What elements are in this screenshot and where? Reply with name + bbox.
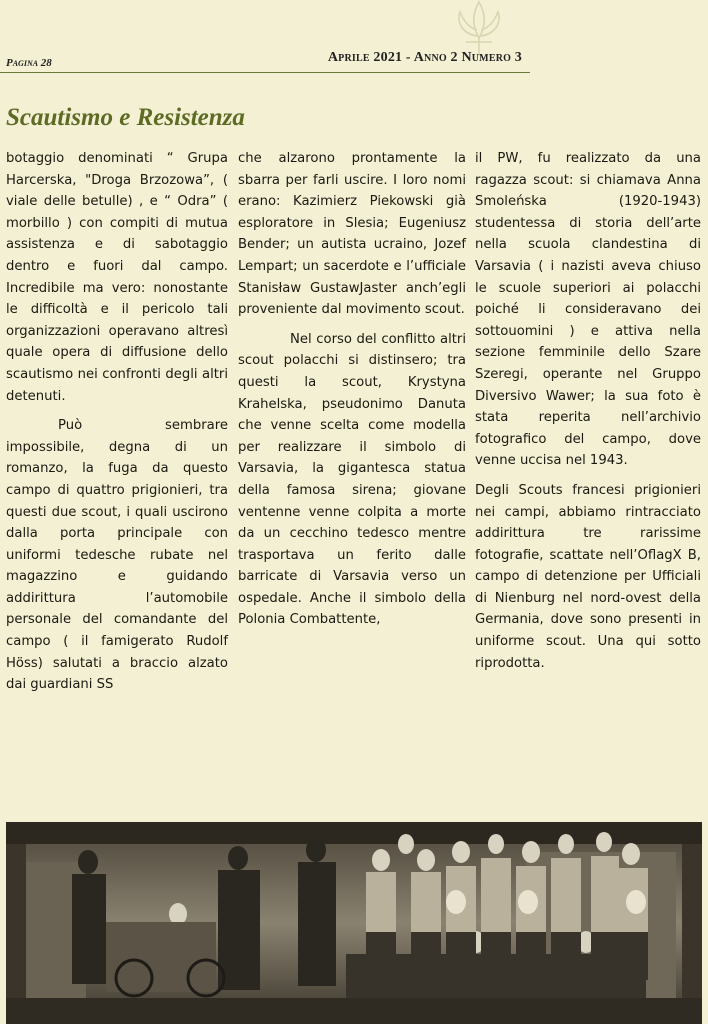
paragraph: botaggio denominati “ Grupa Harcerska, "Droga Brzozowa”, ( viale delle betulle) , e “ Odra” ( morbillo ) con compiti di mutua assistenza e di sabotaggio dentro e fuori dal campo. Incredibile ma vero: nonostante le difficoltà e il pericolo tali organizzazioni operavano altresì quale opera di diffusione dello scautismo nei confronti degli altri detenuti. [6,151,228,404]
column-1 [6,148,228,696]
article-title: Scautismo e Resistenza [6,104,245,131]
paragraph: che alzarono prontamente la sbarra per farli uscire. I loro nomi erano: Kazimierz Piekowski già esploratore in Slesia; Eugeniusz Bender; un autista ucraino, Jozef Lempart; un sacerdote e l’ufficiale Stanisław GustawJaster anch’egli proveniente dal movimento scout. [238,151,466,318]
header-rule [0,72,530,73]
issue-info: Aprile 2021 - Anno 2 Numero 3 [327,50,522,65]
column-3 [475,148,701,674]
page-number: Pagina 28 [6,57,52,69]
paragraph: Nel corso del conflitto altri scout polacchi si distinsero; tra questi la scout, Krystyna Krahelska, pseudonimo Danuta che venne scelta come modella per realizzare il simbolo di Varsavia, la gigantesca statua della famosa sirena; giovane ventenne venne colpita a morte da un cecchino tedesco mentre trasportava un ferito dalle barricate di Varsavia verso un ospedale. Anche il simbolo della Polonia Combattente, [238,331,466,628]
paragraph: il PW, fu realizzato da una ragazza scout: si chiamava Anna Smoleńska (1920-1943) studentessa di storia dell’arte nella scuola clandestina di Varsavia ( i nazisti aveva chiuso le scuole superiori ai polacchi poiché li consideravano dei sottouomini ) e attiva nella sezione femminile dello Szare Szeregi, operante nel Gruppo Diversivo Wawer; la sua foto è stata reperita nell’archivio fotografico del campo, dove venne uccisa nel 1943. [475,151,701,469]
paragraph: Degli Scouts francesi prigionieri nei campi, abbiamo rintracciato addirittura tre rarissime fotografie, scattate nell’OflagX B, campo di detenzione per Ufficiali di Nienburg nel nord-ovest della Germania, dove sono presenti in uniforme scout. Una qui sotto riprodotta. [475,482,701,671]
scouts-group-photo [6,822,702,1024]
paragraph: Può sembrare impossibile, degna di un romanzo, la fuga da questo campo di quattro prigionieri, tra questi due scout, i quali uscirono dalla porta principale con uniformi tedesche rubate nel magazzino e guidando addirittura l’automobile personale del comandante del campo ( il famigerato Rudolf Höss) salutati a braccio alzato dai guardiani SS [6,418,228,693]
column-2 [238,148,466,631]
